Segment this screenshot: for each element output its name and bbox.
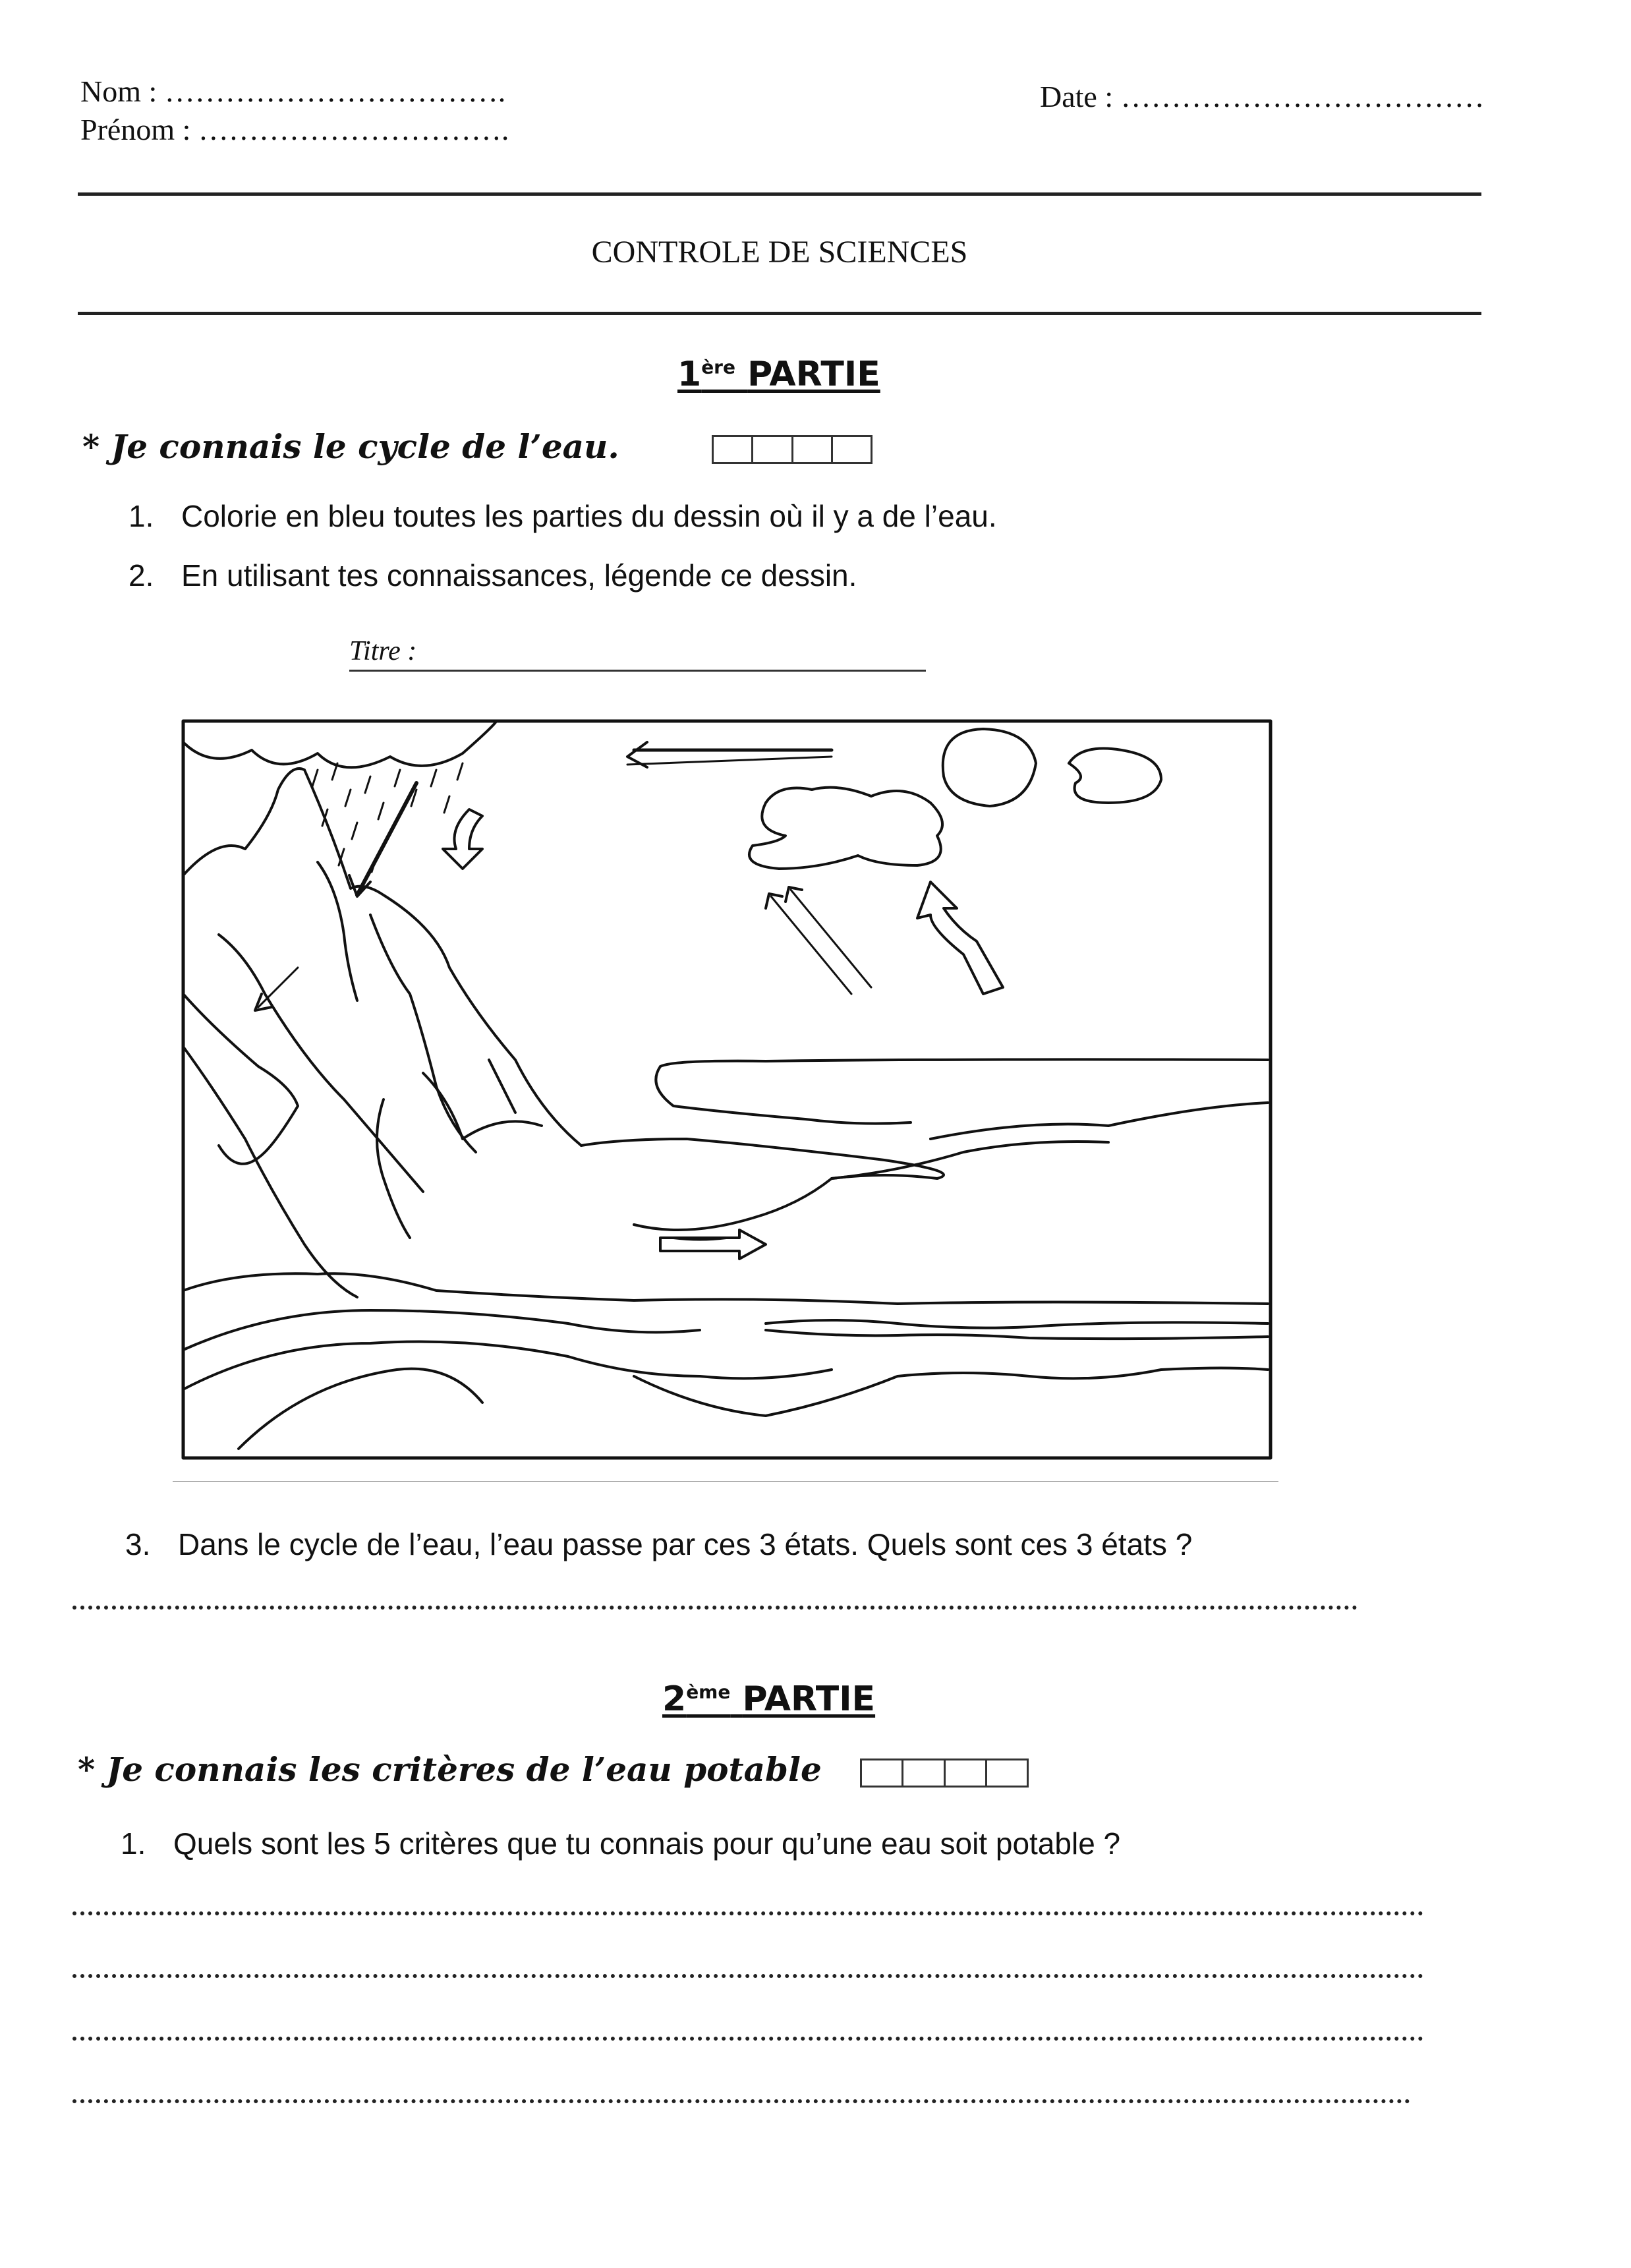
part1-section-title: * Je connais le cycle de l’eau. bbox=[82, 427, 619, 466]
nom-field[interactable]: Nom : ……………………………. bbox=[80, 74, 506, 108]
water-cycle-drawing bbox=[173, 717, 1278, 1482]
part2-section-title: * Je connais les critères de l’eau potable bbox=[78, 1750, 822, 1789]
part1-question-1: 1. Colorie en bleu toutes les parties du dessin où il y a de l’eau. bbox=[129, 499, 997, 533]
answer-line-1[interactable] bbox=[72, 1911, 1423, 1915]
header-rule-bottom bbox=[78, 312, 1481, 315]
water-cycle-illustration bbox=[173, 717, 1278, 1482]
answer-line-4[interactable] bbox=[72, 2099, 1410, 2103]
titre-label: Titre : bbox=[349, 636, 417, 666]
titre-answer-line[interactable] bbox=[349, 670, 926, 672]
answer-line-states[interactable] bbox=[72, 1606, 1358, 1610]
part1-heading: 1ère PARTIE bbox=[677, 355, 880, 394]
part1-score-box bbox=[712, 435, 873, 464]
prenom-field[interactable]: Prénom : …………………………. bbox=[80, 113, 509, 146]
answer-line-2[interactable] bbox=[72, 1974, 1423, 1978]
part1-question-2: 2. En utilisant tes connaissances, légende ce dessin. bbox=[129, 558, 857, 593]
page-title: CONTROLE DE SCIENCES bbox=[591, 235, 968, 270]
part2-score-box bbox=[860, 1759, 1029, 1788]
part2-heading: 2ème PARTIE bbox=[662, 1679, 876, 1719]
answer-line-3[interactable] bbox=[72, 2037, 1423, 2041]
part1-question-3: 3. Dans le cycle de l’eau, l’eau passe par ces 3 états. Quels sont ces 3 états ? bbox=[125, 1527, 1193, 1561]
part2-question-1: 1. Quels sont les 5 critères que tu connais pour qu’une eau soit potable ? bbox=[121, 1826, 1121, 1861]
header-rule-top bbox=[78, 192, 1481, 196]
date-field[interactable]: Date : ……………………………… bbox=[1040, 80, 1485, 113]
